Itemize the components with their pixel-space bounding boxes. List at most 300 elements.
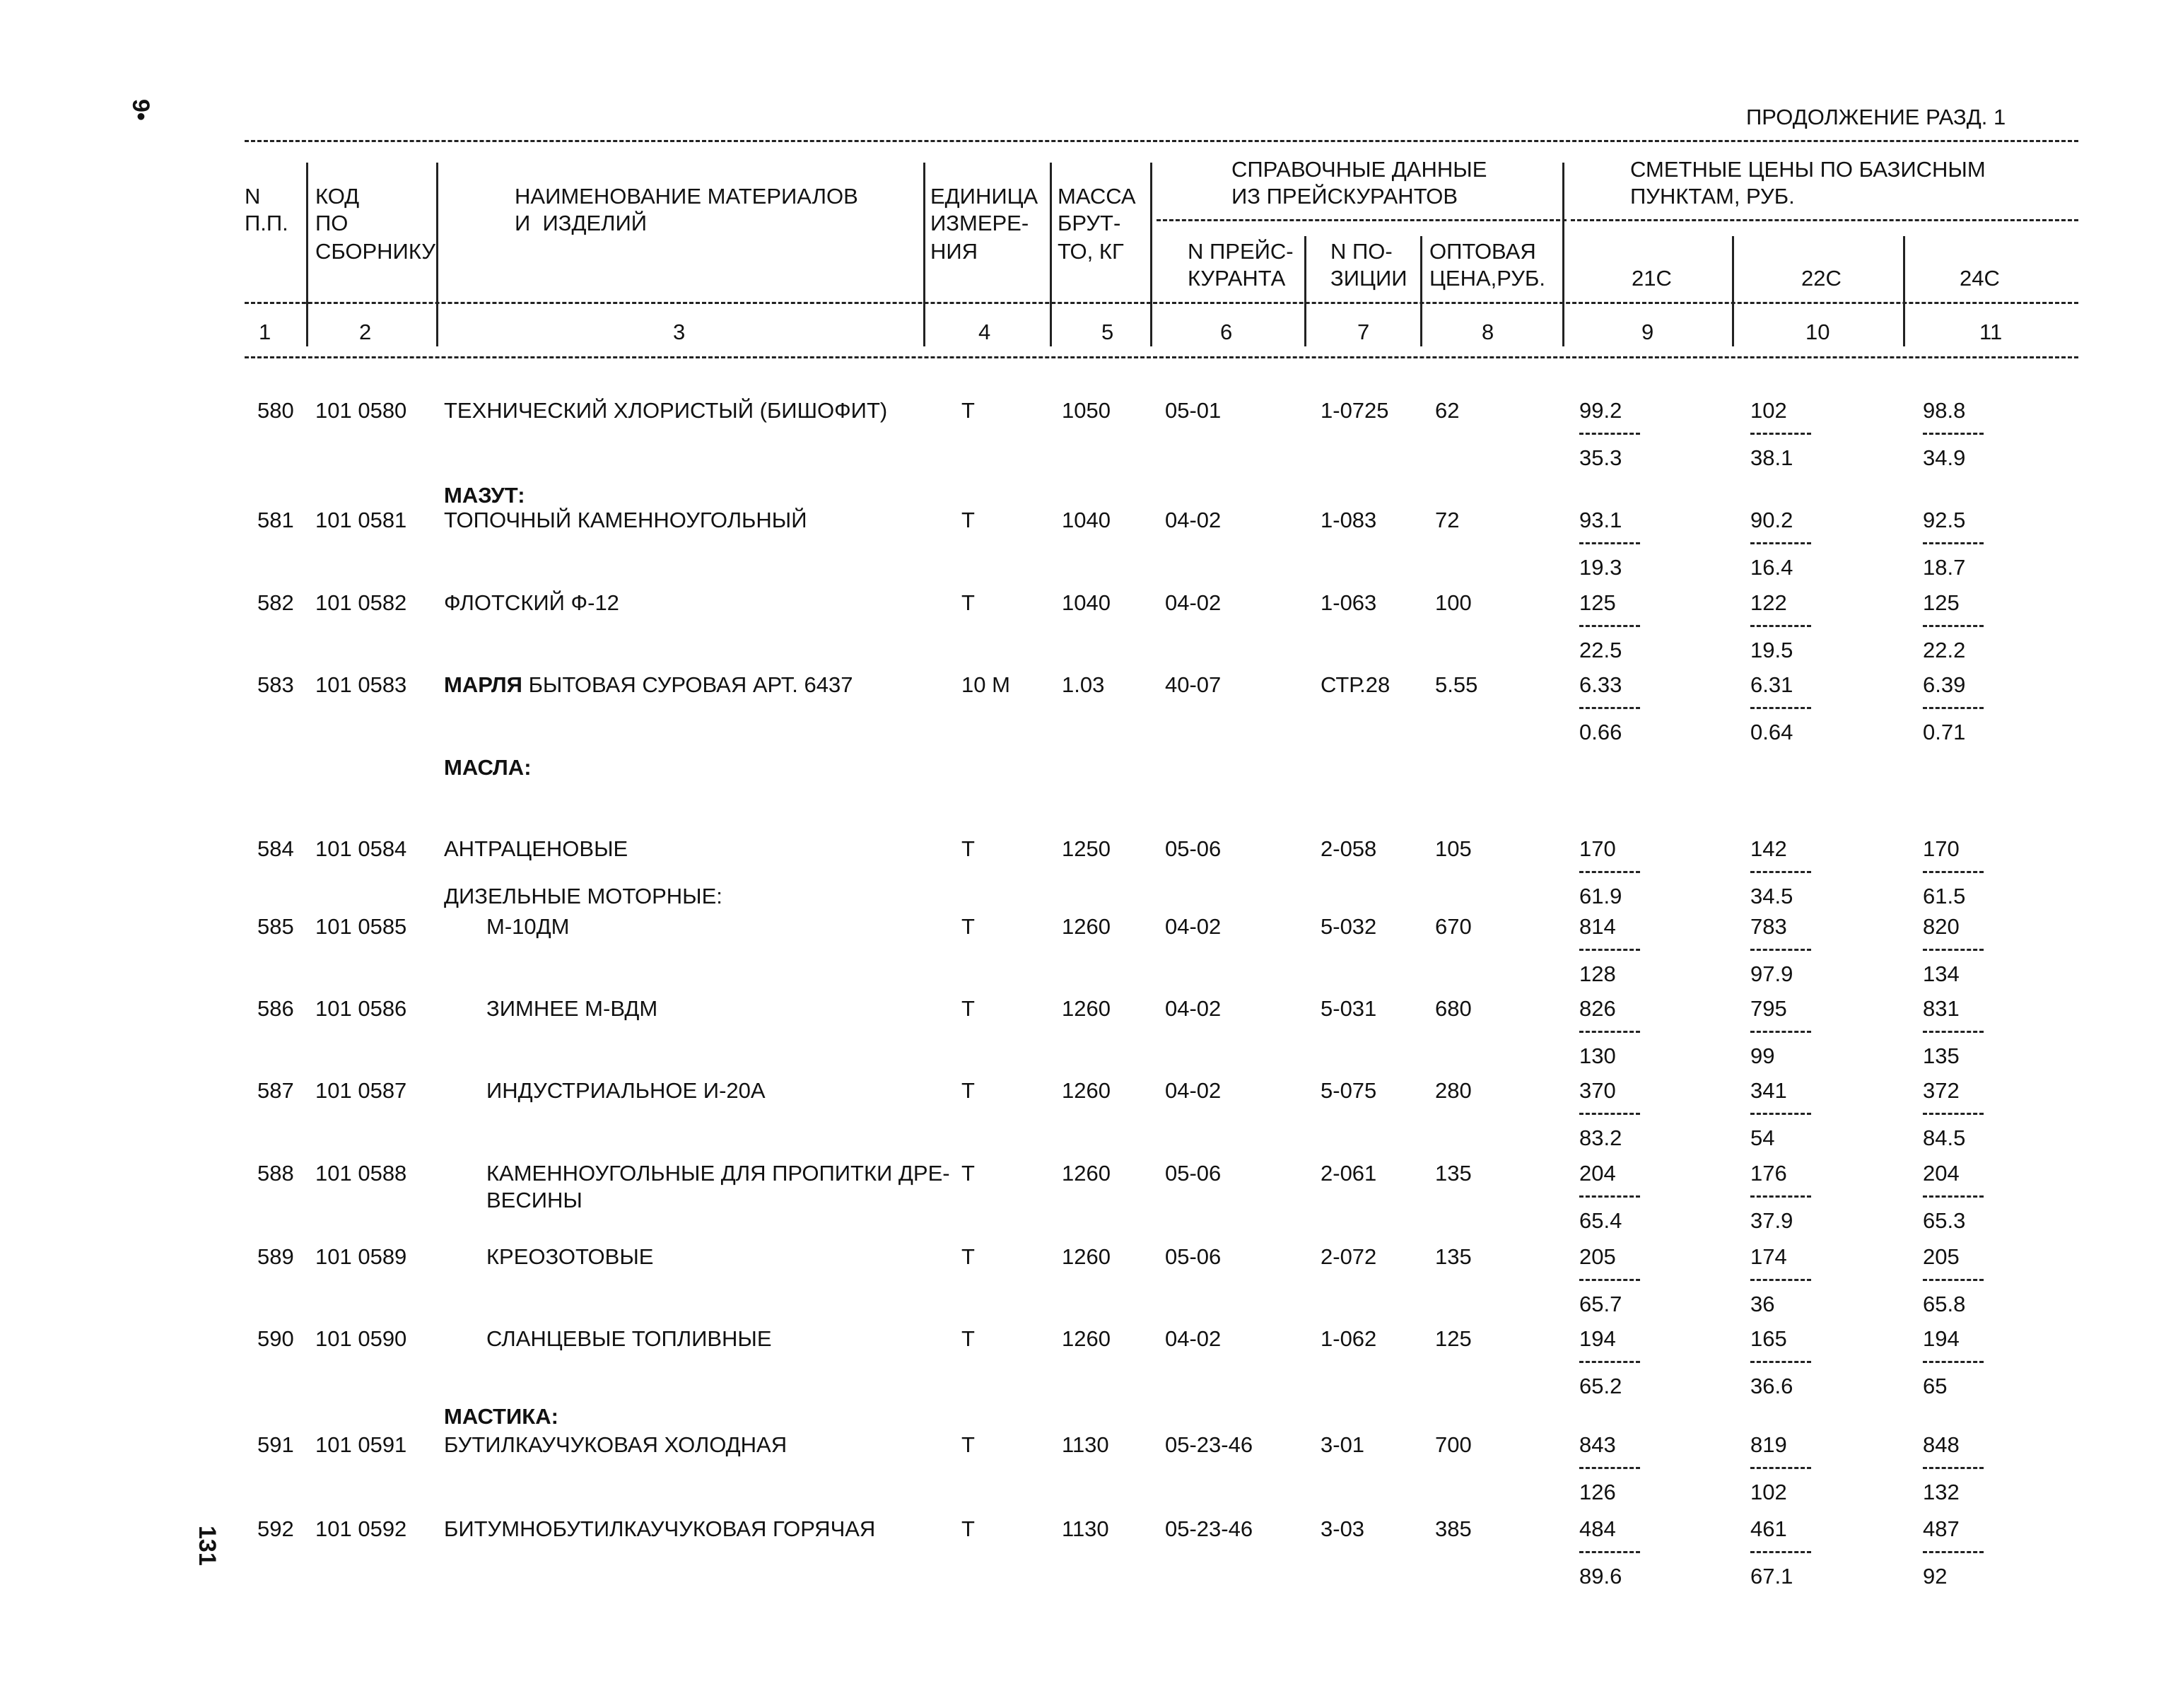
- colnum: 9: [1641, 320, 1654, 344]
- price-fraction-bar: [1579, 1467, 1640, 1469]
- price-p24-total: 487: [1923, 1516, 1960, 1541]
- price-p22-part: 38.1: [1750, 445, 1793, 470]
- price-p21-part: 65.2: [1579, 1374, 1622, 1398]
- price-fraction-bar: [1750, 871, 1811, 873]
- row-mass: 1130: [1062, 1516, 1109, 1541]
- price-p21-part: 83.2: [1579, 1125, 1622, 1150]
- price-p21-total: 125: [1579, 590, 1616, 615]
- hdr-col2-l3: СБОРНИКУ: [315, 239, 435, 264]
- price-p21-total: 194: [1579, 1326, 1616, 1351]
- hdr-col5-l1: МАССА: [1058, 184, 1136, 209]
- row-position: 1-063: [1321, 590, 1377, 615]
- row-name-rest: БЫТОВАЯ СУРОВАЯ АРТ. 6437: [522, 672, 853, 697]
- row-name: БУТИЛКАУЧУКОВАЯ ХОЛОДНАЯ: [444, 1432, 788, 1457]
- row-code: 101 0587: [315, 1078, 407, 1103]
- price-p22-total: 783: [1750, 914, 1787, 939]
- price-p24-total: 205: [1923, 1244, 1960, 1269]
- row-number: 583: [257, 672, 294, 697]
- price-p24: [1923, 1080, 1984, 1149]
- price-p21-total: 99.2: [1579, 398, 1622, 423]
- price-p24-part: 135: [1923, 1043, 1960, 1068]
- price-p24-part: 84.5: [1923, 1125, 1966, 1150]
- row-number: 588: [257, 1161, 294, 1186]
- row-price-list: 05-06: [1165, 836, 1222, 861]
- row-code: 101 0583: [315, 672, 407, 697]
- price-p21: [1579, 838, 1640, 907]
- price-fraction-bar: [1750, 433, 1811, 435]
- row-name-bold: МАРЛЯ: [444, 672, 522, 697]
- price-fraction-bar: [1923, 1113, 1984, 1115]
- price-p21-total: 843: [1579, 1432, 1616, 1457]
- page-mark-top: 9•: [127, 99, 154, 121]
- price-p22-total: 174: [1750, 1244, 1787, 1269]
- price-p21-part: 35.3: [1579, 445, 1622, 470]
- hdr-col7-l1: N ПО-: [1330, 239, 1393, 264]
- price-p24-part: 65: [1923, 1374, 1948, 1398]
- price-fraction-bar: [1923, 871, 1984, 873]
- price-p21-part: 130: [1579, 1043, 1616, 1068]
- price-p22-part: 34.5: [1750, 884, 1793, 908]
- hdr-col4-l3: НИЯ: [930, 239, 978, 264]
- price-p21: [1579, 1162, 1640, 1232]
- row-mass: 1130: [1062, 1432, 1109, 1457]
- price-fraction-bar: [1579, 433, 1640, 435]
- price-p24: [1923, 399, 1984, 469]
- hdr-col3-l2: И ИЗДЕЛИЙ: [515, 211, 648, 235]
- row-unit: Т: [961, 836, 975, 861]
- row-price-list: 40-07: [1165, 672, 1222, 697]
- price-p21-part: 22.5: [1579, 638, 1622, 662]
- row-position: 2-058: [1321, 836, 1377, 861]
- row-unit: Т: [961, 914, 975, 939]
- price-p22-total: 176: [1750, 1161, 1787, 1186]
- price-p24-part: 92: [1923, 1564, 1948, 1589]
- row-name-cont: ВЕСИНЫ: [486, 1188, 583, 1212]
- row-unit: Т: [961, 1516, 975, 1541]
- price-p24: [1923, 916, 1984, 985]
- row-code: 101 0586: [315, 996, 407, 1021]
- price-p22-part: 99: [1750, 1043, 1775, 1068]
- price-p22-part: 19.5: [1750, 638, 1793, 662]
- row-unit: Т: [961, 996, 975, 1021]
- price-p21-total: 204: [1579, 1161, 1616, 1186]
- row-price-list: 04-02: [1165, 508, 1222, 532]
- price-p24: [1923, 998, 1984, 1067]
- price-p24: [1923, 1518, 1984, 1587]
- header-sep: [1903, 236, 1905, 346]
- price-p22: [1750, 1518, 1811, 1587]
- header-top-rule: [245, 140, 2078, 142]
- colnum: 1: [259, 320, 271, 344]
- row-number: 582: [257, 590, 294, 615]
- price-p21-total: 205: [1579, 1244, 1616, 1269]
- price-p22-total: 90.2: [1750, 508, 1793, 532]
- continuation-label: ПРОДОЛЖЕНИЕ РАЗД. 1: [1746, 105, 2006, 129]
- row-wholesale: 135: [1435, 1161, 1472, 1186]
- row-mass: 1050: [1062, 398, 1111, 423]
- row-position: 1-062: [1321, 1326, 1377, 1351]
- price-p21-part: 0.66: [1579, 720, 1622, 744]
- row-position: 3-01: [1321, 1432, 1365, 1457]
- group-heading: МАСТИКА:: [444, 1404, 558, 1429]
- price-p24-total: 831: [1923, 996, 1960, 1021]
- row-wholesale: 105: [1435, 836, 1472, 861]
- price-p21-part: 89.6: [1579, 1564, 1622, 1589]
- price-fraction-bar: [1750, 1361, 1811, 1363]
- price-fraction-bar: [1923, 542, 1984, 544]
- row-name: АНТРАЦЕНОВЫЕ: [444, 836, 628, 861]
- price-fraction-bar: [1750, 1031, 1811, 1033]
- price-p22-total: 795: [1750, 996, 1787, 1021]
- price-fraction-bar: [1750, 949, 1811, 951]
- header-mid-rule: [245, 302, 2078, 304]
- price-fraction-bar: [1579, 625, 1640, 627]
- price-p22-total: 142: [1750, 836, 1787, 861]
- price-p24: [1923, 1246, 1984, 1315]
- row-name: ЗИМНЕЕ М-ВДМ: [486, 996, 658, 1021]
- price-fraction-bar: [1923, 1551, 1984, 1553]
- page-number: 131: [194, 1526, 221, 1566]
- row-position: 2-061: [1321, 1161, 1377, 1186]
- row-price-list: 04-02: [1165, 1078, 1222, 1103]
- price-p22: [1750, 399, 1811, 469]
- price-fraction-bar: [1579, 707, 1640, 709]
- row-mass: 1040: [1062, 590, 1111, 615]
- row-code: 101 0589: [315, 1244, 407, 1269]
- row-wholesale: 700: [1435, 1432, 1472, 1457]
- hdr-col6-l1: N ПРЕЙС-: [1188, 239, 1294, 264]
- price-p22-part: 36: [1750, 1292, 1775, 1316]
- price-p22-part: 54: [1750, 1125, 1775, 1150]
- row-wholesale: 385: [1435, 1516, 1472, 1541]
- row-unit: Т: [961, 1244, 975, 1269]
- price-p21: [1579, 1246, 1640, 1315]
- price-p21: [1579, 399, 1640, 469]
- row-number: 580: [257, 398, 294, 423]
- price-fraction-bar: [1579, 1361, 1640, 1363]
- price-p22: [1750, 1246, 1811, 1315]
- row-number: 587: [257, 1078, 294, 1103]
- colnum: 4: [978, 320, 991, 344]
- colnum: 8: [1482, 320, 1494, 344]
- price-fraction-bar: [1579, 871, 1640, 873]
- price-p22-total: 165: [1750, 1326, 1787, 1351]
- price-p21-total: 6.33: [1579, 672, 1622, 697]
- price-p21: [1579, 1518, 1640, 1587]
- row-position: 5-032: [1321, 914, 1377, 939]
- hdr-col6-l2: КУРАНТА: [1188, 266, 1286, 291]
- row-number: 585: [257, 914, 294, 939]
- hdr-col8-l2: ЦЕНА,РУБ.: [1429, 266, 1545, 291]
- hdr-col7-l2: ЗИЦИИ: [1330, 266, 1407, 291]
- header-sep: [1562, 163, 1564, 346]
- row-code: 101 0584: [315, 836, 407, 861]
- row-wholesale: 100: [1435, 590, 1472, 615]
- row-mass: 1250: [1062, 836, 1111, 861]
- price-p22: [1750, 592, 1811, 661]
- price-p21-part: 126: [1579, 1480, 1616, 1504]
- row-mass: 1260: [1062, 1161, 1111, 1186]
- row-code: 101 0585: [315, 914, 407, 939]
- price-p24-total: 820: [1923, 914, 1960, 939]
- row-code: 101 0581: [315, 508, 407, 532]
- price-p21-total: 93.1: [1579, 508, 1622, 532]
- row-price-list: 04-02: [1165, 1326, 1222, 1351]
- hdr-col2-l2: ПО: [315, 211, 349, 235]
- price-fraction-bar: [1923, 1279, 1984, 1281]
- price-p22: [1750, 998, 1811, 1067]
- row-code: 101 0588: [315, 1161, 407, 1186]
- price-p22-part: 102: [1750, 1480, 1787, 1504]
- colnum: 10: [1805, 320, 1830, 344]
- price-p21: [1579, 998, 1640, 1067]
- price-p24-part: 34.9: [1923, 445, 1966, 470]
- header-sep: [1732, 236, 1734, 346]
- row-mass: 1260: [1062, 1244, 1111, 1269]
- row-mass: 1260: [1062, 996, 1111, 1021]
- row-position: 2-072: [1321, 1244, 1377, 1269]
- row-wholesale: 680: [1435, 996, 1472, 1021]
- price-p24: [1923, 1162, 1984, 1232]
- price-p22: [1750, 674, 1811, 743]
- price-p22: [1750, 916, 1811, 985]
- price-fraction-bar: [1579, 949, 1640, 951]
- header-bottom-rule: [245, 356, 2078, 358]
- hdr-col10: 22С: [1801, 266, 1842, 291]
- row-mass: 1040: [1062, 508, 1111, 532]
- price-fraction-bar: [1750, 1551, 1811, 1553]
- price-p22: [1750, 838, 1811, 907]
- price-p21: [1579, 916, 1640, 985]
- price-p21-part: 19.3: [1579, 555, 1622, 580]
- hdr-col2-l1: КОД: [315, 184, 360, 209]
- header-sep: [1304, 236, 1306, 346]
- hdr-col1-l2: П.П.: [245, 211, 288, 235]
- row-price-list: 04-02: [1165, 996, 1222, 1021]
- price-fraction-bar: [1923, 949, 1984, 951]
- row-name: М-10ДМ: [486, 914, 570, 939]
- row-number: 581: [257, 508, 294, 532]
- price-p22: [1750, 1080, 1811, 1149]
- price-p22-part: 67.1: [1750, 1564, 1793, 1589]
- row-position: 1-083: [1321, 508, 1377, 532]
- row-number: 584: [257, 836, 294, 861]
- hdr-col3-l1: НАИМЕНОВАНИЕ МАТЕРИАЛОВ: [515, 184, 858, 209]
- row-name: ФЛОТСКИЙ Ф-12: [444, 590, 619, 615]
- row-price-list: 04-02: [1165, 914, 1222, 939]
- price-fraction-bar: [1750, 1279, 1811, 1281]
- group-rule-ref: [1157, 219, 1567, 221]
- hdr-ref-group-l2: ИЗ ПРЕЙСКУРАНТОВ: [1231, 184, 1458, 209]
- row-code: 101 0582: [315, 590, 407, 615]
- price-p24-total: 848: [1923, 1432, 1960, 1457]
- row-unit: Т: [961, 1326, 975, 1351]
- row-wholesale: 72: [1435, 508, 1460, 532]
- price-p24: [1923, 509, 1984, 578]
- price-p24: [1923, 1328, 1984, 1397]
- hdr-prices-group-l1: СМЕТНЫЕ ЦЕНЫ ПО БАЗИСНЫМ: [1630, 157, 1986, 182]
- row-name: [444, 674, 853, 696]
- price-fraction-bar: [1923, 707, 1984, 709]
- subgroup-heading: ДИЗЕЛЬНЫЕ МОТОРНЫЕ:: [444, 884, 722, 908]
- header-sep: [1420, 236, 1422, 346]
- price-p24-total: 170: [1923, 836, 1960, 861]
- price-fraction-bar: [1579, 1551, 1640, 1553]
- row-mass: 1260: [1062, 1078, 1111, 1103]
- price-fraction-bar: [1923, 1031, 1984, 1033]
- price-p22-part: 0.64: [1750, 720, 1793, 744]
- row-price-list: 05-06: [1165, 1161, 1222, 1186]
- row-unit: Т: [961, 508, 975, 532]
- price-p24-part: 132: [1923, 1480, 1960, 1504]
- price-p22-total: 102: [1750, 398, 1787, 423]
- price-p21: [1579, 509, 1640, 578]
- price-p24: [1923, 1434, 1984, 1503]
- price-p21-part: 65.7: [1579, 1292, 1622, 1316]
- hdr-col8-l1: ОПТОВАЯ: [1429, 239, 1536, 264]
- row-wholesale: 670: [1435, 914, 1472, 939]
- price-p24-total: 125: [1923, 590, 1960, 615]
- hdr-col5-l3: ТО, КГ: [1058, 239, 1124, 264]
- row-position: 3-03: [1321, 1516, 1365, 1541]
- hdr-col4-l2: ИЗМЕРЕ-: [930, 211, 1029, 235]
- price-fraction-bar: [1923, 1361, 1984, 1363]
- row-price-list: 05-23-46: [1165, 1432, 1253, 1457]
- price-p24-total: 98.8: [1923, 398, 1966, 423]
- price-fraction-bar: [1750, 1195, 1811, 1198]
- price-fraction-bar: [1750, 707, 1811, 709]
- colnum: 3: [673, 320, 686, 344]
- price-p22-total: 6.31: [1750, 672, 1793, 697]
- price-p21-total: 170: [1579, 836, 1616, 861]
- hdr-prices-group-l2: ПУНКТАМ, РУБ.: [1630, 184, 1795, 209]
- group-heading: МАЗУТ:: [444, 483, 525, 508]
- group-rule-prices: [1571, 219, 2078, 221]
- price-p21: [1579, 674, 1640, 743]
- row-price-list: 05-23-46: [1165, 1516, 1253, 1541]
- row-code: 101 0591: [315, 1432, 407, 1457]
- price-p21-total: 826: [1579, 996, 1616, 1021]
- row-wholesale: 5.55: [1435, 672, 1478, 697]
- row-wholesale: 280: [1435, 1078, 1472, 1103]
- price-p24-total: 6.39: [1923, 672, 1966, 697]
- price-fraction-bar: [1750, 542, 1811, 544]
- row-name: СЛАНЦЕВЫЕ ТОПЛИВНЫЕ: [486, 1326, 772, 1351]
- price-fraction-bar: [1923, 625, 1984, 627]
- header-sep: [436, 163, 438, 346]
- colnum: 6: [1220, 320, 1233, 344]
- price-fraction-bar: [1750, 1467, 1811, 1469]
- price-fraction-bar: [1750, 625, 1811, 627]
- price-p24-part: 61.5: [1923, 884, 1966, 908]
- row-price-list: 04-02: [1165, 590, 1222, 615]
- row-number: 589: [257, 1244, 294, 1269]
- price-fraction-bar: [1579, 1113, 1640, 1115]
- price-p21-total: 370: [1579, 1078, 1616, 1103]
- price-p21-part: 128: [1579, 961, 1616, 986]
- row-unit: Т: [961, 590, 975, 615]
- row-unit: Т: [961, 1161, 975, 1186]
- row-name: ТЕХНИЧЕСКИЙ ХЛОРИСТЫЙ (БИШОФИТ): [444, 398, 888, 423]
- price-p22-part: 37.9: [1750, 1208, 1793, 1233]
- row-number: 591: [257, 1432, 294, 1457]
- price-p24-total: 372: [1923, 1078, 1960, 1103]
- price-p22-part: 36.6: [1750, 1374, 1793, 1398]
- row-position: 5-031: [1321, 996, 1377, 1021]
- row-wholesale: 135: [1435, 1244, 1472, 1269]
- row-name: КРЕОЗОТОВЫЕ: [486, 1244, 654, 1269]
- price-p24-total: 194: [1923, 1326, 1960, 1351]
- row-unit: 10 М: [961, 672, 1010, 697]
- row-code: 101 0590: [315, 1326, 407, 1351]
- price-fraction-bar: [1579, 1195, 1640, 1198]
- price-fraction-bar: [1579, 542, 1640, 544]
- row-mass: 1260: [1062, 1326, 1111, 1351]
- price-fraction-bar: [1750, 1113, 1811, 1115]
- price-fraction-bar: [1923, 1467, 1984, 1469]
- row-position: 5-075: [1321, 1078, 1377, 1103]
- header-sep: [306, 163, 308, 346]
- price-p24-part: 65.8: [1923, 1292, 1966, 1316]
- row-position: 1-0725: [1321, 398, 1389, 423]
- price-p21-total: 484: [1579, 1516, 1616, 1541]
- colnum: 11: [1979, 320, 2003, 344]
- price-p24-part: 18.7: [1923, 555, 1966, 580]
- header-sep: [923, 163, 925, 346]
- row-wholesale: 125: [1435, 1326, 1472, 1351]
- colnum: 5: [1101, 320, 1114, 344]
- row-unit: Т: [961, 1432, 975, 1457]
- row-unit: Т: [961, 398, 975, 423]
- price-p22-total: 461: [1750, 1516, 1787, 1541]
- hdr-col4-l1: ЕДИНИЦА: [930, 184, 1038, 209]
- header-sep: [1050, 163, 1052, 346]
- colnum: 2: [359, 320, 372, 344]
- price-p21-total: 814: [1579, 914, 1616, 939]
- price-p21: [1579, 592, 1640, 661]
- price-p24: [1923, 674, 1984, 743]
- colnum: 7: [1357, 320, 1370, 344]
- row-unit: Т: [961, 1078, 975, 1103]
- row-code: 101 0592: [315, 1516, 407, 1541]
- group-heading: МАСЛА:: [444, 755, 532, 780]
- row-number: 590: [257, 1326, 294, 1351]
- row-mass: 1260: [1062, 914, 1111, 939]
- hdr-col5-l2: БРУТ-: [1058, 211, 1121, 235]
- price-p21: [1579, 1328, 1640, 1397]
- row-name: БИТУМНОБУТИЛКАУЧУКОВАЯ ГОРЯЧАЯ: [444, 1516, 876, 1541]
- price-p22: [1750, 1328, 1811, 1397]
- header-sep: [1150, 163, 1152, 346]
- row-price-list: 05-01: [1165, 398, 1222, 423]
- price-p24: [1923, 592, 1984, 661]
- row-name: ИНДУСТРИАЛЬНОЕ И-20А: [486, 1078, 766, 1103]
- price-fraction-bar: [1923, 433, 1984, 435]
- price-p22: [1750, 509, 1811, 578]
- price-p24-total: 204: [1923, 1161, 1960, 1186]
- row-mass: 1.03: [1062, 672, 1105, 697]
- price-p24: [1923, 838, 1984, 907]
- price-p22-part: 97.9: [1750, 961, 1793, 986]
- price-p21: [1579, 1434, 1640, 1503]
- price-p22: [1750, 1162, 1811, 1232]
- row-code: 101 0580: [315, 398, 407, 423]
- price-p21: [1579, 1080, 1640, 1149]
- hdr-ref-group-l1: СПРАВОЧНЫЕ ДАННЫЕ: [1231, 157, 1487, 182]
- row-price-list: 05-06: [1165, 1244, 1222, 1269]
- row-position: СТР.28: [1321, 672, 1391, 697]
- hdr-col11: 24С: [1960, 266, 2000, 291]
